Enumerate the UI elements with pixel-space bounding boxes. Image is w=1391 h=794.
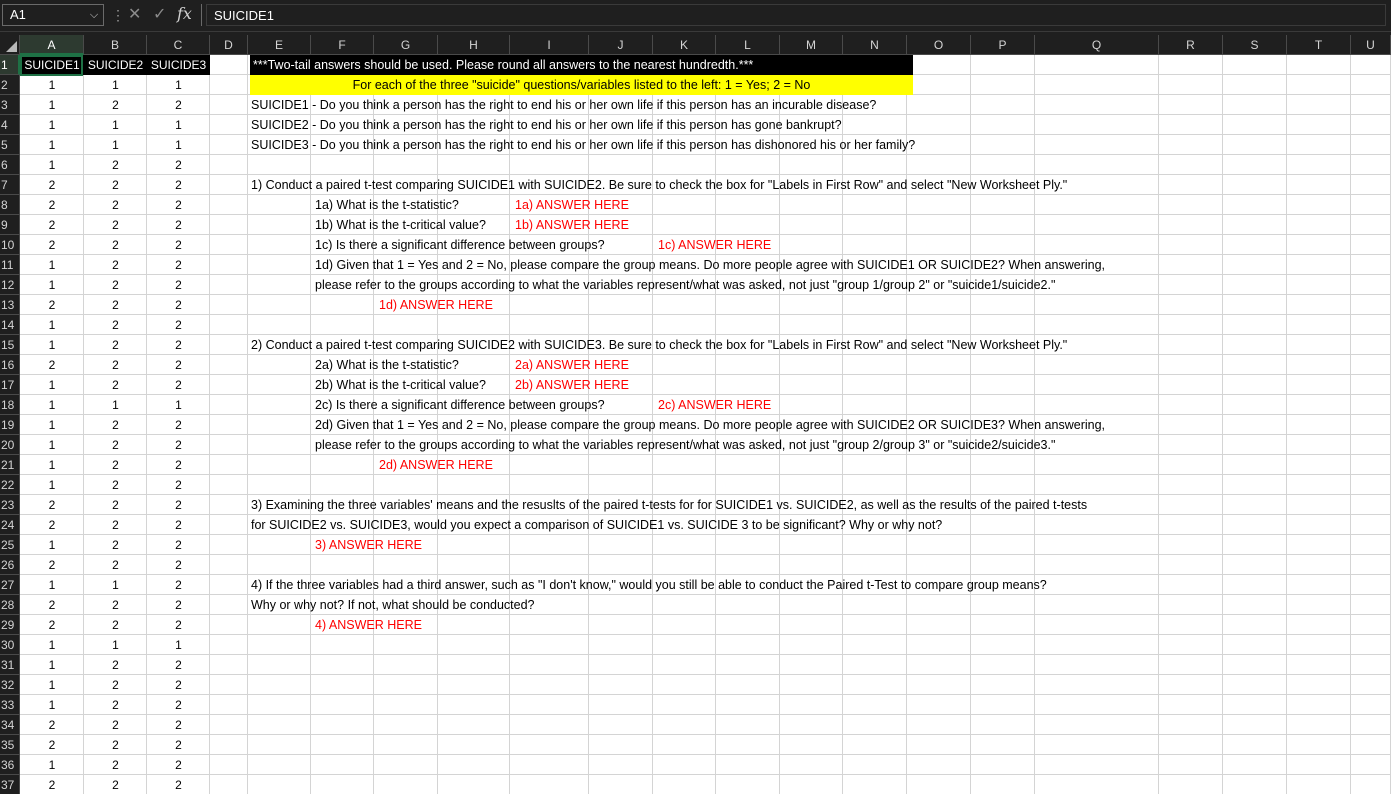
question-3-line1[interactable]: 3) Examining the three variables' means and the resuslts of the paired t-tests for for SUICIDE1 vs. SUICIDE2, as well as the results of the paired t-tests (251, 498, 1088, 512)
question-1a[interactable]: 1a) What is the t-statistic? (315, 198, 459, 212)
data-cell[interactable]: 2 (112, 598, 119, 612)
data-cell[interactable]: 2 (175, 658, 182, 672)
row-header-11[interactable]: 11 (0, 255, 20, 275)
data-cell[interactable]: 2 (175, 518, 182, 532)
question-1b[interactable]: 1b) What is the t-critical value? (315, 218, 486, 232)
row-header-14[interactable]: 14 (0, 315, 20, 335)
column-header-g[interactable]: G (374, 35, 438, 55)
header-cell-suicide1[interactable]: SUICIDE1 (20, 55, 84, 75)
row-header-13[interactable]: 13 (0, 295, 20, 315)
data-cell[interactable]: 1 (48, 658, 56, 672)
row-header-4[interactable]: 4 (0, 115, 20, 135)
question-2d-line1[interactable]: 2d) Given that 1 = Yes and 2 = No, please compare the group means. Do more people agree with SUICIDE2 OR SUICIDE3? When answering, (315, 418, 1106, 432)
data-cell[interactable]: 2 (48, 558, 56, 572)
row-header-21[interactable]: 21 (0, 455, 20, 475)
gridline-horizontal (20, 214, 1391, 215)
gridline-vertical (310, 55, 311, 794)
data-cell[interactable]: 2 (175, 538, 182, 552)
data-cell[interactable]: 2 (48, 718, 56, 732)
legend-note[interactable]: For each of the three "suicide" questions/variables listed to the left: 1 = Yes; 2 = No (250, 75, 913, 95)
gridline-horizontal (20, 554, 1391, 555)
gridline-horizontal (20, 774, 1391, 775)
data-cell[interactable]: 1 (48, 158, 56, 172)
data-cell[interactable]: 2 (112, 758, 119, 772)
question-2[interactable]: 2) Conduct a paired t-test comparing SUICIDE2 with SUICIDE3. Be sure to check the box for "Labels in First Row" and select "New Worksheet Ply." (251, 338, 1068, 352)
data-cell[interactable]: 2 (112, 438, 119, 452)
data-cell[interactable]: 2 (112, 418, 119, 432)
data-cell[interactable]: 2 (175, 298, 182, 312)
data-cell[interactable]: 2 (112, 718, 119, 732)
data-cell[interactable]: 1 (48, 678, 56, 692)
data-cell[interactable]: 2 (112, 178, 119, 192)
insert-function-icon[interactable]: fx (177, 4, 192, 23)
data-cell[interactable]: 2 (175, 358, 182, 372)
column-header-l[interactable]: L (716, 35, 780, 55)
data-cell[interactable]: 1 (48, 278, 56, 292)
column-headers (0, 35, 1391, 55)
answer-1d[interactable]: 1d) ANSWER HERE (379, 298, 493, 312)
question-1[interactable]: 1) Conduct a paired t-test comparing SUICIDE1 with SUICIDE2. Be sure to check the box for "Labels in First Row" and select "New Worksheet Ply." (251, 178, 1068, 192)
question-2b[interactable]: 2b) What is the t-critical value? (315, 378, 486, 392)
data-cell[interactable]: 1 (48, 698, 56, 712)
answer-2b[interactable]: 2b) ANSWER HERE (515, 378, 629, 392)
answer-3[interactable]: 3) ANSWER HERE (315, 538, 422, 552)
data-cell[interactable]: 2 (48, 778, 56, 792)
data-cell[interactable]: 2 (112, 278, 119, 292)
data-cell[interactable]: 2 (175, 98, 182, 112)
data-cell[interactable]: 1 (112, 138, 119, 152)
data-cell[interactable]: 2 (48, 178, 56, 192)
data-cell[interactable]: 2 (112, 618, 119, 632)
answer-1b[interactable]: 1b) ANSWER HERE (515, 218, 629, 232)
data-cell[interactable]: 2 (175, 238, 182, 252)
data-cell[interactable]: 2 (175, 278, 182, 292)
answer-1a[interactable]: 1a) ANSWER HERE (515, 198, 629, 212)
formula-bar (0, 0, 1391, 32)
data-cell[interactable]: 2 (112, 478, 119, 492)
data-cell[interactable]: 2 (175, 738, 182, 752)
data-cell[interactable]: 2 (48, 518, 56, 532)
data-cell[interactable]: 2 (112, 378, 119, 392)
row-header-12[interactable]: 12 (0, 275, 20, 295)
cell-area[interactable] (20, 55, 1391, 794)
data-cell[interactable]: 1 (48, 758, 56, 772)
gridline-horizontal (20, 754, 1391, 755)
header-cell-suicide3[interactable]: SUICIDE3 (147, 55, 210, 75)
row-header-17[interactable]: 17 (0, 375, 20, 395)
gridline-horizontal (20, 634, 1391, 635)
data-cell[interactable]: 2 (112, 738, 119, 752)
data-cell[interactable]: 1 (48, 138, 56, 152)
data-cell[interactable]: 2 (175, 718, 182, 732)
gridline-horizontal (20, 474, 1391, 475)
row-header-28[interactable]: 28 (0, 595, 20, 615)
row-header-7[interactable]: 7 (0, 175, 20, 195)
column-header-s[interactable]: S (1223, 35, 1287, 55)
data-cell[interactable]: 1 (48, 638, 56, 652)
row-header-34[interactable]: 34 (0, 715, 20, 735)
data-cell[interactable]: 2 (175, 678, 182, 692)
chevron-down-icon[interactable]: ⌵ (89, 9, 99, 21)
row-header-20[interactable]: 20 (0, 435, 20, 455)
data-cell[interactable]: 2 (175, 778, 182, 792)
row-header-8[interactable]: 8 (0, 195, 20, 215)
data-cell[interactable]: 2 (175, 618, 182, 632)
answer-1c[interactable]: 1c) ANSWER HERE (658, 238, 772, 252)
column-header-u[interactable]: U (1351, 35, 1391, 55)
data-cell[interactable]: 2 (48, 358, 56, 372)
row-header-23[interactable]: 23 (0, 495, 20, 515)
column-header-f[interactable]: F (311, 35, 374, 55)
row-header-37[interactable]: 37 (0, 775, 20, 794)
column-header-i[interactable]: I (510, 35, 589, 55)
column-header-j[interactable]: J (589, 35, 653, 55)
data-cell[interactable]: 2 (48, 238, 56, 252)
data-cell[interactable]: 2 (112, 778, 119, 792)
row-header-16[interactable]: 16 (0, 355, 20, 375)
data-cell[interactable]: 2 (112, 558, 119, 572)
data-cell[interactable]: 2 (175, 338, 182, 352)
data-cell[interactable]: 2 (112, 258, 119, 272)
data-cell[interactable]: 2 (175, 258, 182, 272)
data-cell[interactable]: 2 (112, 318, 119, 332)
answer-2d[interactable]: 2d) ANSWER HERE (379, 458, 493, 472)
data-cell[interactable]: 1 (48, 458, 56, 472)
divider (201, 4, 202, 26)
data-cell[interactable]: 1 (48, 538, 56, 552)
row-header-2[interactable]: 2 (0, 75, 20, 95)
data-cell[interactable]: 1 (48, 438, 56, 452)
header-cell-suicide2[interactable]: SUICIDE2 (84, 55, 147, 75)
column-header-k[interactable]: K (653, 35, 716, 55)
data-cell[interactable]: 2 (112, 518, 119, 532)
gridline-horizontal (20, 714, 1391, 715)
gridline-vertical (1222, 55, 1223, 794)
column-header-p[interactable]: P (971, 35, 1035, 55)
data-cell[interactable]: 2 (175, 498, 182, 512)
data-cell[interactable]: 1 (175, 118, 182, 132)
data-cell[interactable]: 2 (175, 218, 182, 232)
data-cell[interactable]: 1 (48, 578, 56, 592)
column-header-q[interactable]: Q (1035, 35, 1159, 55)
instruction-banner[interactable]: ***Two-tail answers should be used. Please round all answers to the nearest hundredth.*** (250, 55, 913, 75)
data-cell[interactable]: 2 (112, 678, 119, 692)
row-header-29[interactable]: 29 (0, 615, 20, 635)
select-all-icon (6, 41, 17, 52)
data-cell[interactable]: 2 (112, 698, 119, 712)
cancel-icon[interactable]: ✕ (128, 6, 142, 23)
column-header-n[interactable]: N (843, 35, 907, 55)
data-cell[interactable]: 2 (112, 218, 119, 232)
gridline-vertical (1286, 55, 1287, 794)
data-cell[interactable]: 1 (48, 258, 56, 272)
question-2d-line2[interactable]: please refer to the groups according to what the variables represent/what was asked, not just "group 2/group 3" or "suicide2/suicide3." (315, 438, 1056, 452)
column-header-a[interactable]: A (20, 35, 84, 55)
data-cell[interactable]: 2 (175, 158, 182, 172)
row-header-19[interactable]: 19 (0, 415, 20, 435)
data-cell[interactable]: 1 (112, 578, 119, 592)
data-cell[interactable]: 2 (175, 458, 182, 472)
data-cell[interactable]: 2 (112, 358, 119, 372)
row-header-9[interactable]: 9 (0, 215, 20, 235)
data-cell[interactable]: 2 (48, 618, 56, 632)
gridline-horizontal (20, 694, 1391, 695)
row-header-3[interactable]: 3 (0, 95, 20, 115)
data-cell[interactable]: 2 (175, 478, 182, 492)
row-header-32[interactable]: 32 (0, 675, 20, 695)
data-cell[interactable]: 1 (48, 98, 56, 112)
row-header-36[interactable]: 36 (0, 755, 20, 775)
column-header-h[interactable]: H (438, 35, 510, 55)
row-header-24[interactable]: 24 (0, 515, 20, 535)
data-cell[interactable]: 1 (48, 478, 56, 492)
row-header-6[interactable]: 6 (0, 155, 20, 175)
question-1c[interactable]: 1c) Is there a significant difference between groups? (315, 238, 605, 252)
row-header-1[interactable]: 1 (0, 55, 20, 75)
data-cell[interactable]: 2 (175, 178, 182, 192)
data-cell[interactable]: 1 (175, 398, 182, 412)
question-4-line1[interactable]: 4) If the three variables had a third answer, such as "I don't know," would you still be able to conduct the Paired t-Test to compare group means? (251, 578, 1047, 592)
data-cell[interactable]: 2 (48, 198, 56, 212)
row-header-15[interactable]: 15 (0, 335, 20, 355)
data-cell[interactable]: 2 (175, 578, 182, 592)
data-cell[interactable]: 2 (175, 198, 182, 212)
suicide1-description[interactable]: SUICIDE1 - Do you think a person has the right to end his or her own life if this person has an incurable disease? (251, 98, 877, 112)
question-2a[interactable]: 2a) What is the t-statistic? (315, 358, 459, 372)
data-cell[interactable]: 1 (48, 318, 56, 332)
column-header-d[interactable]: D (210, 35, 248, 55)
data-cell[interactable]: 2 (112, 198, 119, 212)
row-header-25[interactable]: 25 (0, 535, 20, 555)
data-cell[interactable]: 2 (112, 338, 119, 352)
column-header-o[interactable]: O (907, 35, 971, 55)
answer-2c[interactable]: 2c) ANSWER HERE (658, 398, 772, 412)
data-cell[interactable]: 2 (48, 738, 56, 752)
more-options-icon[interactable]: ⋮ (111, 7, 125, 23)
column-header-m[interactable]: M (780, 35, 843, 55)
data-cell[interactable]: 2 (175, 758, 182, 772)
row-headers (0, 55, 20, 794)
data-cell[interactable]: 2 (175, 378, 182, 392)
data-cell[interactable]: 2 (48, 498, 56, 512)
data-cell[interactable]: 2 (175, 598, 182, 612)
gridline-vertical (247, 55, 248, 794)
gridline-horizontal (20, 734, 1391, 735)
data-cell[interactable]: 1 (175, 638, 182, 652)
column-header-b[interactable]: B (84, 35, 147, 55)
data-cell[interactable]: 2 (175, 698, 182, 712)
column-header-r[interactable]: R (1159, 35, 1223, 55)
data-cell[interactable]: 2 (48, 598, 56, 612)
data-cell[interactable]: 1 (112, 638, 119, 652)
data-cell[interactable]: 1 (175, 78, 182, 92)
data-cell[interactable]: 1 (48, 398, 56, 412)
column-header-e[interactable]: E (248, 35, 311, 55)
row-header-18[interactable]: 18 (0, 395, 20, 415)
data-cell[interactable]: 2 (112, 158, 119, 172)
answer-2a[interactable]: 2a) ANSWER HERE (515, 358, 629, 372)
data-cell[interactable]: 2 (48, 218, 56, 232)
suicide2-description[interactable]: SUICIDE2 - Do you think a person has the right to end his or her own life if this person has gone bankrupt? (251, 118, 842, 132)
column-header-c[interactable]: C (147, 35, 210, 55)
data-cell[interactable]: 1 (48, 118, 56, 132)
data-cell[interactable]: 1 (48, 418, 56, 432)
column-header-t[interactable]: T (1287, 35, 1351, 55)
row-header-33[interactable]: 33 (0, 695, 20, 715)
name-box[interactable]: A1 (2, 4, 104, 26)
question-1d-line2[interactable]: please refer to the groups according to what the variables represent/what was asked, not just "group 1/group 2" or "suicide1/suicide2." (315, 278, 1056, 292)
data-cell[interactable]: 2 (112, 238, 119, 252)
row-header-26[interactable]: 26 (0, 555, 20, 575)
data-cell[interactable]: 1 (112, 78, 119, 92)
gridline-horizontal (20, 614, 1391, 615)
gridline-horizontal (20, 314, 1391, 315)
data-cell[interactable]: 2 (112, 538, 119, 552)
data-cell[interactable]: 1 (48, 78, 56, 92)
formula-input[interactable]: SUICIDE1 (206, 4, 1386, 26)
row-header-30[interactable]: 30 (0, 635, 20, 655)
row-header-22[interactable]: 22 (0, 475, 20, 495)
gridline-vertical (1158, 55, 1159, 794)
data-cell[interactable]: 2 (175, 438, 182, 452)
question-4-line2[interactable]: Why or why not? If not, what should be conducted? (251, 598, 535, 612)
data-cell[interactable]: 2 (112, 498, 119, 512)
question-1d-line1[interactable]: 1d) Given that 1 = Yes and 2 = No, please compare the group means. Do more people agree with SUICIDE1 OR SUICIDE2? When answering, (315, 258, 1106, 272)
data-cell[interactable]: 2 (175, 558, 182, 572)
question-3-line2[interactable]: for SUICIDE2 vs. SUICIDE3, would you expect a comparison of SUICIDE1 vs. SUICIDE 3 to be significant? Why or why not? (251, 518, 943, 532)
data-cell[interactable]: 2 (112, 98, 119, 112)
data-cell[interactable]: 1 (175, 138, 182, 152)
gridline-vertical (1350, 55, 1351, 794)
data-cell[interactable]: 1 (48, 378, 56, 392)
data-cell[interactable]: 2 (175, 418, 182, 432)
gridline-horizontal (20, 654, 1391, 655)
data-cell[interactable]: 1 (112, 398, 119, 412)
gridline-horizontal (20, 374, 1391, 375)
answer-4[interactable]: 4) ANSWER HERE (315, 618, 422, 632)
data-cell[interactable]: 2 (112, 458, 119, 472)
data-cell[interactable]: 1 (112, 118, 119, 132)
data-cell[interactable]: 2 (112, 658, 119, 672)
suicide3-description[interactable]: SUICIDE3 - Do you think a person has the right to end his or her own life if this person has dishonored his or her family? (251, 138, 916, 152)
select-all-button[interactable] (0, 35, 20, 55)
data-cell[interactable]: 2 (112, 298, 119, 312)
row-header-27[interactable]: 27 (0, 575, 20, 595)
data-cell[interactable]: 2 (175, 318, 182, 332)
spreadsheet-grid (0, 35, 1391, 794)
data-cell[interactable]: 1 (48, 338, 56, 352)
question-2c[interactable]: 2c) Is there a significant difference between groups? (315, 398, 605, 412)
row-header-35[interactable]: 35 (0, 735, 20, 755)
enter-icon[interactable]: ✓ (153, 6, 167, 23)
data-cell[interactable]: 2 (48, 298, 56, 312)
row-header-5[interactable]: 5 (0, 135, 20, 155)
row-header-31[interactable]: 31 (0, 655, 20, 675)
row-header-10[interactable]: 10 (0, 235, 20, 255)
gridline-horizontal (20, 674, 1391, 675)
